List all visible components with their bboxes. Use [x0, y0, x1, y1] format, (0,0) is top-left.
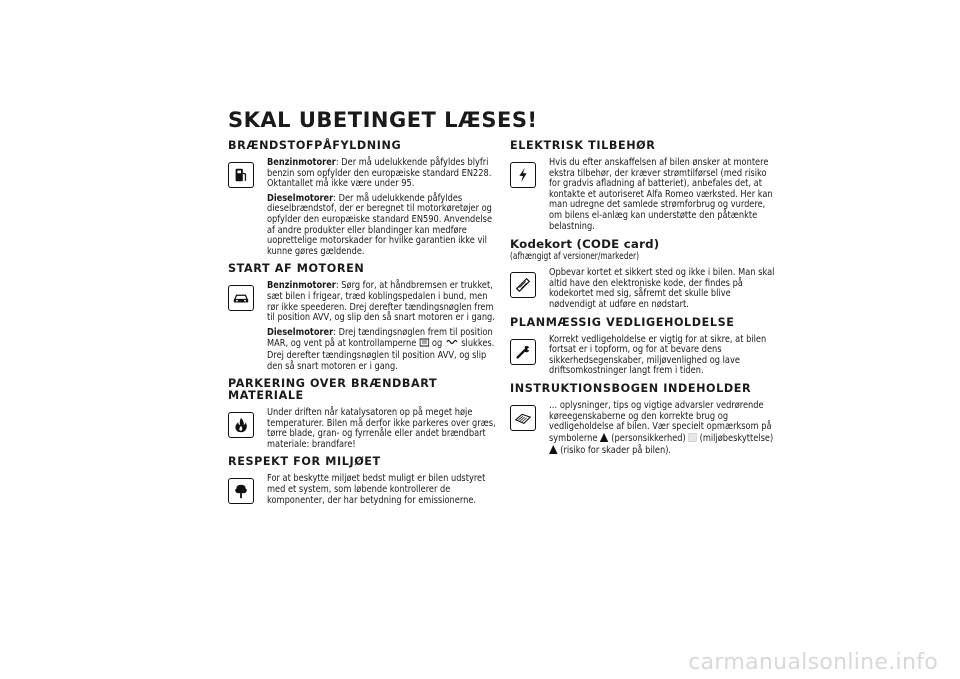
manual-paragraph: … oplysninger, tips og vigtige advarsler vedrørende køreegenskaberne og den korrekte brug og vedligeholdelse af bilen. Vær specielt opmærksom på symbolerne (personsikkerhed) (miljøbeskyttelse) (risiko for skader på bilen). [549, 399, 774, 457]
codecard-paragraph: Opbevar kortet et sikkert sted og ikke i bilen. Man skal altid have den elektroniske kode, der findes på kodekortet med sig, såfremt det skulle blive nødvendigt at udføre en nødstart. [549, 267, 775, 310]
fuel-petrol-paragraph: Benzinmotorer: Der må udelukkende påfyldes blyfri benzin som opfylder den europæiske standard EN228. Oktantallet må ikke være under 95. [267, 157, 492, 190]
electrical-section [510, 158, 782, 232]
maintenance-paragraph: Korrekt vedligeholdelse er vigtig for at sikre, at bilen fortsat er i topform, og for at bevare dens sikkerhedsegenskaber, miljøvenlighed og lave driftsomkostninger langt frem i tiden. [549, 333, 767, 377]
maintenance-section [510, 335, 782, 377]
start-petrol-paragraph: Benzinmotorer: Sørg for, at håndbremsen er trukket, sæt bilen i frigear, træd koblingspedalen i bund, men rør ikke speederen. Drej derefter tændingsnøglen frem til position AVV, og slip den så snart motoren er i gang. [267, 280, 495, 324]
personal-safety-warning-icon [600, 433, 609, 446]
parking-paragraph: Under driften når katalysatoren op på meget høje temperaturer. Bilen må derfor ikke parkeres over græs, tørre blade, gran- og fyrrenåle eller andet brændbart materiale: brandfare! [267, 407, 496, 450]
fuel-diesel-paragraph: Dieselmotorer: Der må udelukkende påfyldes dieselbrændstof, der er beregnet til motorkøretøjer og opfylder den europæiske standard EN590. Anvendelse af andre produkter eller blandinger kan medføre uoprettelige motorskader for hvilke garantien ikke vil kunne gøres gældende. [267, 192, 493, 257]
start-section [228, 281, 500, 372]
fuel-pump-icon [228, 162, 254, 188]
parking-heading: PARKERING OVER BRÆNDBART MATERIALE [228, 377, 438, 403]
environment-heading: RESPEKT FOR MILJØET [228, 455, 381, 469]
start-heading: START AF MOTOREN [228, 262, 365, 276]
codecard-section [510, 268, 782, 310]
electrical-heading: ELEKTRISK TILBEHØR [510, 139, 656, 152]
right-column [510, 140, 782, 464]
vehicle-damage-warning-icon [549, 445, 558, 458]
environment-section [228, 474, 500, 506]
electrical-paragraph: Hvis du efter anskaffelsen af bilen ønsker at montere ekstra tilbehør, der kræver strømtilførsel (med risiko for gradvis afladning af batteriet), anbefales det, at kontakte et autoriseret Alfa Romeo værksted. Her kan man udregne det samlede strømforbrug og vurdere, om bilens el-anlæg kan understøtte den påtænkte belastning. [549, 157, 773, 232]
manual-section [510, 401, 782, 458]
car-icon [228, 285, 254, 311]
environment-paragraph: For at beskytte miljøet bedst muligt er bilen udstyret med et system, som løbende kontrollerer de komponenter, der har betydning for emissionerne. [267, 473, 486, 506]
left-column [228, 140, 500, 512]
codecard-heading: Kodekort (CODE card) [510, 237, 660, 252]
wrench-icon [510, 339, 536, 365]
watermark: carmanualsonline.info [688, 650, 938, 675]
fuel-heading: BRÆNDSTOFPÅFYLDNING [228, 139, 402, 152]
manual-book-icon [510, 405, 536, 431]
codecard-subheading: (afhængigt af versioner/markeder) [510, 251, 639, 263]
code-card-icon [510, 272, 536, 298]
maintenance-heading: PLANMÆSSIG VEDLIGEHOLDELSE [510, 315, 735, 329]
parking-section [228, 408, 500, 450]
tree-icon [228, 478, 254, 504]
environment-protection-icon [688, 433, 697, 446]
start-diesel-paragraph: Dieselmotorer: Drej tændingsnøglen frem til position MAR, og vent på at kontrollamperne og slukkes. Drej derefter tændingsnøglen til position AVV, og slip den så snart motoren er i gang. [267, 326, 495, 372]
manual-heading: INSTRUKTIONSBOGEN INDEHOLDER [510, 381, 752, 395]
fire-icon [228, 412, 254, 438]
lightning-icon [510, 162, 536, 188]
page-title: SKAL UBETINGET LÆSES! [228, 108, 538, 132]
fuel-section [228, 158, 500, 257]
